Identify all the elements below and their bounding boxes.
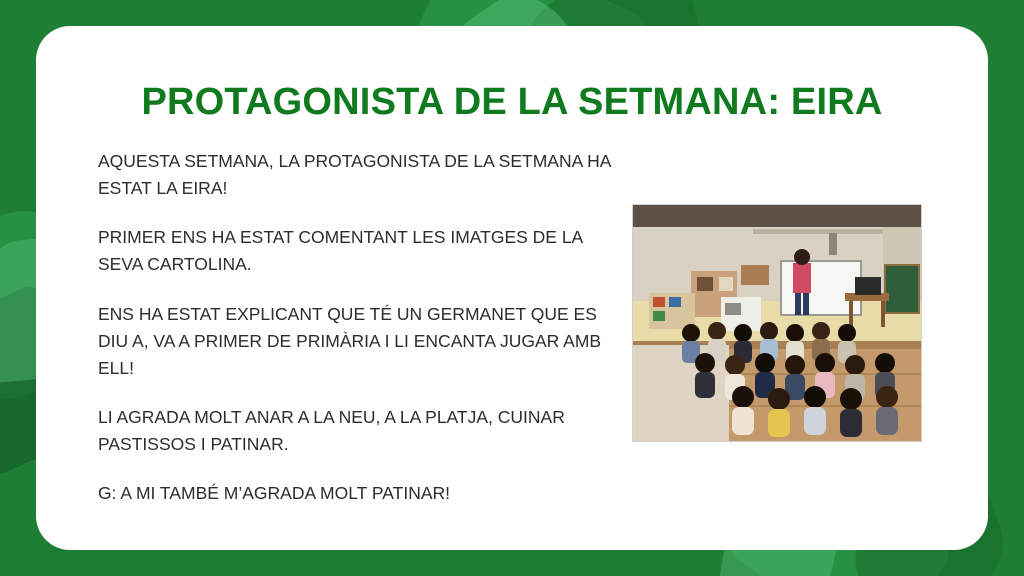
body-text — [98, 148, 618, 507]
paragraph: PRIMER ENS HA ESTAT COMENTANT LES IMATGES DE LA SEVA CARTOLINA. — [98, 227, 583, 275]
slide-content-card — [36, 26, 988, 550]
classroom-photo — [632, 204, 922, 442]
paragraph: AQUESTA SETMANA, LA PROTAGONISTA DE LA SETMANA HA ESTAT LA EIRA! — [98, 151, 611, 199]
paragraph: LI AGRADA MOLT ANAR A LA NEU, A LA PLATJA, CUINAR PASTISSOS I PATINAR. — [98, 406, 565, 454]
paragraph: ENS HA ESTAT EXPLICANT QUE TÉ UN GERMANET QUE ES DIU A, VA A PRIMER DE PRIMÀRIA I LI ENCANTA JUGAR AMB ELL! — [98, 303, 602, 378]
classroom-photo-image — [633, 205, 921, 441]
page-title: PROTAGONISTA DE LA SETMANA: EIRA — [141, 81, 883, 123]
paragraph: G: A MI TAMBÉ M’AGRADA MOLT PATINAR! — [98, 483, 451, 504]
